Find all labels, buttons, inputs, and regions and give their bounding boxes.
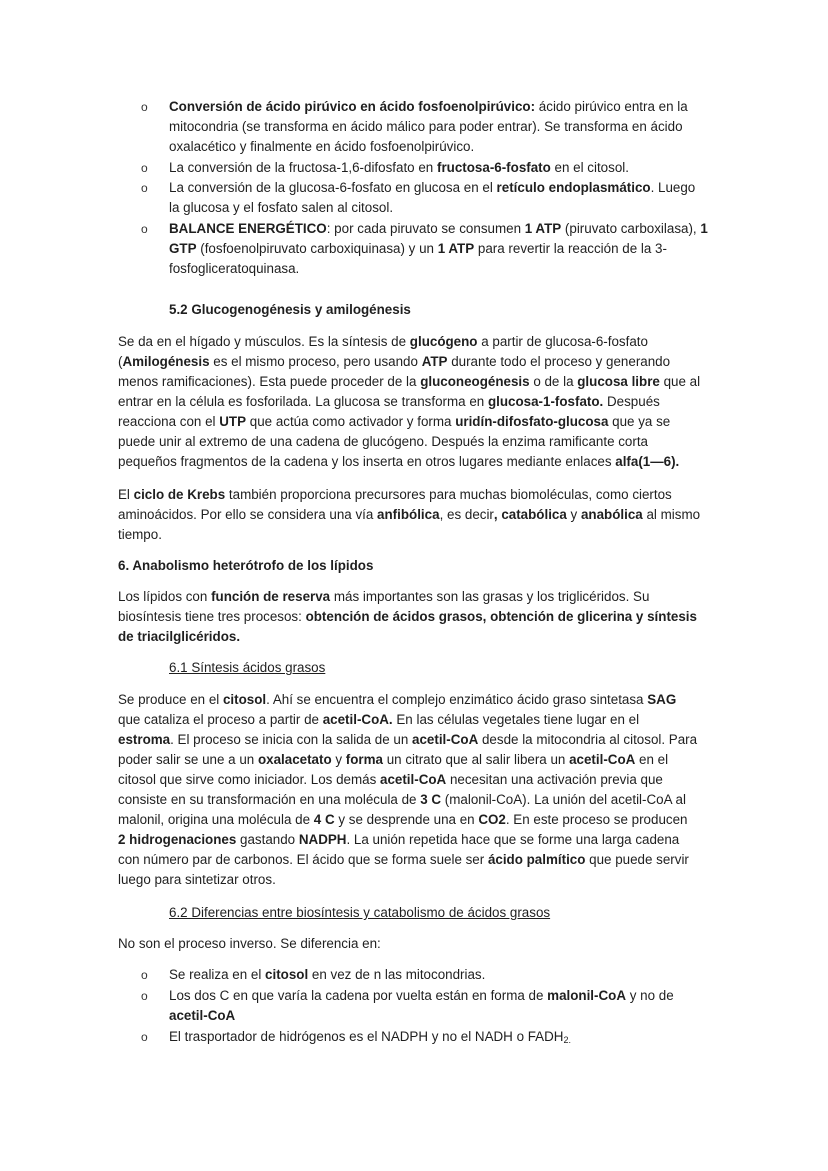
text-line [118, 850, 689, 870]
text-run: en vez de n las mitocondrias. [308, 967, 486, 982]
bold-text: glucosa libre [577, 374, 660, 389]
text-run: que cataliza el proceso a partir de [118, 712, 323, 727]
text-line [118, 392, 660, 412]
text-line [118, 485, 672, 505]
text-line [169, 117, 683, 137]
text-line [118, 810, 688, 830]
text-run: que al [659, 374, 701, 389]
bold-text: forma [345, 752, 383, 767]
bullet-marker: o [141, 222, 148, 236]
bold-text: acetil-CoA [412, 732, 479, 747]
text-run: o de la [529, 374, 578, 389]
bold-text: 2 hidrogenaciones [118, 832, 237, 847]
bold-text: estroma [118, 732, 171, 747]
text-line [118, 452, 679, 472]
text-line [169, 259, 299, 279]
bold-text: 1 ATP [524, 221, 562, 236]
bold-text: alfa(1—6). [615, 454, 680, 469]
text-run: ácido pirúvico entra en la [535, 99, 688, 114]
bold-text: gluconeogénesis [420, 374, 530, 389]
text-run: con número par de carbonos. El ácido que se forma suele ser [118, 852, 488, 867]
text-line [169, 219, 708, 239]
section-heading-6: 6. Anabolismo heterótrofo de los lípidos [118, 558, 374, 573]
text-run: El [118, 487, 134, 502]
text-run: . La unión repetida hace que se forme una larga cadena [346, 832, 680, 847]
text-run: fosfogliceratoquinasa. [169, 261, 300, 276]
text-run: Se da en el hígado y músculos. Es la síntesis de [118, 334, 410, 349]
text-line [169, 965, 485, 985]
text-run: . Luego [650, 180, 696, 195]
bold-text: de triacilglicéridos. [118, 629, 241, 644]
text-run: es el mismo proceso, pero usando [209, 354, 422, 369]
bold-text: 1 ATP [437, 241, 475, 256]
text-run: . En este proceso se producen [505, 812, 688, 827]
text-run: Se realiza en el [169, 967, 266, 982]
text-run: En las células vegetales tiene lugar en el [392, 712, 640, 727]
text-run: No son el proceso inverso. Se diferencia en: [118, 936, 381, 951]
text-run: y [566, 507, 581, 522]
bold-text: UTP [219, 414, 247, 429]
bullet-marker: o [141, 100, 148, 114]
bold-text: retículo endoplasmático [496, 180, 651, 195]
text-line [169, 198, 393, 218]
text-run: menos ramificaciones). Esta puede proceder de la [118, 374, 421, 389]
bold-text: CO2 [478, 812, 506, 827]
text-line [118, 372, 700, 392]
bold-text: malonil-CoA [547, 988, 627, 1003]
bold-text: anfibólica [377, 507, 440, 522]
bold-text: 4 C [313, 812, 335, 827]
bullet-marker: o [141, 161, 148, 175]
text-run: mitocondria (se transforma en ácido málico para poder entrar). Se transforma en ácido [169, 119, 683, 134]
text-run: y [331, 752, 346, 767]
bold-text: acetil-CoA. [322, 712, 393, 727]
text-run: ( [118, 354, 123, 369]
text-line [118, 587, 649, 607]
bullet-marker: o [141, 1030, 148, 1044]
text-line [118, 710, 639, 730]
text-run: más importantes son las grasas y los triglicéridos. Su [330, 589, 650, 604]
bold-text: ATP [421, 354, 448, 369]
bold-text: 3 C [420, 792, 442, 807]
bullet-marker: o [141, 989, 148, 1003]
text-run: para revertir la reacción de la 3- [474, 241, 667, 256]
text-line [169, 1027, 571, 1050]
text-run: Se produce en el [118, 692, 223, 707]
text-run: : por cada piruvato se consumen [326, 221, 525, 236]
bold-text: GTP [169, 241, 197, 256]
text-run: entrar en la célula es fosforilada. La glucosa se transforma en [118, 394, 488, 409]
text-run: que ya se [608, 414, 671, 429]
text-line [118, 870, 276, 890]
text-run: y no de [626, 988, 674, 1003]
text-line [169, 239, 667, 259]
text-line [169, 178, 695, 198]
text-line [169, 97, 688, 117]
text-line [118, 607, 697, 627]
text-run: La conversión de la fructosa-1,6-difosfato en [169, 160, 437, 175]
text-line [118, 750, 668, 770]
text-line [118, 830, 679, 850]
text-run: 2. [563, 1035, 571, 1045]
bold-text: Amilogénesis [122, 354, 210, 369]
text-line [118, 352, 670, 372]
text-run: oxalacético y finalmente en ácido fosfoenolpirúvico. [169, 139, 475, 154]
bold-text: Conversión de ácido pirúvico en ácido fosfoenolpirúvico: [169, 99, 536, 114]
text-line [118, 790, 686, 810]
text-run: aminoácidos. Por ello se considera una vía [118, 507, 378, 522]
bold-text: acetil-CoA [569, 752, 636, 767]
text-line [118, 627, 240, 647]
text-run: pequeños fragmentos de la cadena y los inserta en otros lugares mediante enlaces [118, 454, 616, 469]
text-run: Después [603, 394, 660, 409]
bold-text: NADPH [298, 832, 347, 847]
text-run: que puede servir [585, 852, 689, 867]
bullet-marker: o [141, 181, 148, 195]
text-run: , es decir [439, 507, 494, 522]
text-line [118, 332, 648, 352]
bold-text: SAG [647, 692, 677, 707]
text-line [118, 432, 648, 452]
text-run: al mismo [642, 507, 701, 522]
bold-text: 1 [700, 221, 708, 236]
section-heading-6-1: 6.1 Síntesis ácidos grasos [169, 660, 326, 675]
text-run: que actúa como activador y forma [246, 414, 456, 429]
text-run: citosol que sirve como iniciador. Los demás [118, 772, 380, 787]
bold-text: acetil-CoA [169, 1008, 236, 1023]
section-heading-5-2: 5.2 Glucogenogénesis y amilogénesis [169, 302, 411, 317]
bold-text: citosol [222, 692, 267, 707]
text-run: gastando [236, 832, 299, 847]
text-run: la glucosa y el fosfato salen al citosol. [169, 200, 394, 215]
text-run: en el [635, 752, 669, 767]
text-run: tiempo. [118, 527, 162, 542]
text-run: desde la mitocondria al citosol. Para [478, 732, 698, 747]
text-line [118, 934, 381, 954]
bold-text: uridín-difosfato-glucosa [455, 414, 609, 429]
text-line [118, 690, 676, 710]
text-line [169, 986, 674, 1006]
text-line [118, 770, 663, 790]
text-run: puede unir al extremo de una cadena de glucógeno. Después la enzima ramificante corta [118, 434, 649, 449]
bold-text: oxalacetato [257, 752, 332, 767]
bold-text: obtención de ácidos grasos, obtención de glicerina y síntesis [305, 609, 697, 624]
text-run: biosíntesis tiene tres procesos: [118, 609, 306, 624]
bold-text: ácido palmítico [487, 852, 586, 867]
text-run: y se desprende una en [334, 812, 479, 827]
text-run: poder salir se une a un [118, 752, 258, 767]
text-line [118, 525, 162, 545]
text-run: en el citosol. [550, 160, 629, 175]
text-run: consiste en su transformación en una molécula de [118, 792, 421, 807]
text-run: Los dos C en que varía la cadena por vuelta están en forma de [169, 988, 548, 1003]
bold-text: glucógeno [409, 334, 478, 349]
text-run: reacciona con el [118, 414, 220, 429]
text-run: necesitan una activación previa que [446, 772, 663, 787]
bullet-marker: o [141, 968, 148, 982]
bold-text: , catabólica [493, 507, 567, 522]
bold-text: glucosa-1-fosfato. [487, 394, 604, 409]
text-run: (fosfoenolpiruvato carboxiquinasa) y un [196, 241, 438, 256]
text-run: . El proceso se inicia con la salida de un [170, 732, 413, 747]
text-line [169, 1006, 235, 1026]
bold-text: acetil-CoA [380, 772, 447, 787]
text-run: El trasportador de hidrógenos es el NADPH y no el NADH o FADH [169, 1029, 564, 1044]
bold-text: anabólica [580, 507, 643, 522]
bold-text: BALANCE ENERGÉTICO [169, 221, 327, 236]
text-run: (malonil-CoA). La unión del acetil-CoA al [441, 792, 686, 807]
text-run: . Ahí se encuentra el complejo enzimático ácido graso sintetasa [266, 692, 648, 707]
bold-text: fructosa-6-fosfato [436, 160, 551, 175]
section-heading-6-2: 6.2 Diferencias entre biosíntesis y catabolismo de ácidos grasos [169, 905, 551, 920]
bold-text: citosol [265, 967, 309, 982]
text-line [169, 137, 474, 157]
text-run: a partir de glucosa-6-fosfato [477, 334, 648, 349]
bold-text: función de reserva [211, 589, 331, 604]
bold-text: ciclo de Krebs [133, 487, 226, 502]
text-run: también proporciona precursores para muchas biomoléculas, como ciertos [225, 487, 672, 502]
text-run: luego para sintetizar otros. [118, 872, 276, 887]
text-run: La conversión de la glucosa-6-fosfato en glucosa en el [169, 180, 497, 195]
text-line [169, 158, 629, 178]
text-line [118, 505, 700, 525]
text-line [118, 412, 670, 432]
text-run: durante todo el proceso y generando [447, 354, 671, 369]
text-run: (piruvato carboxilasa), [561, 221, 701, 236]
text-line [118, 730, 697, 750]
text-run: Los lípidos con [118, 589, 212, 604]
text-run: malonil, origina una molécula de [118, 812, 314, 827]
text-run: un citrato que al salir libera un [383, 752, 570, 767]
